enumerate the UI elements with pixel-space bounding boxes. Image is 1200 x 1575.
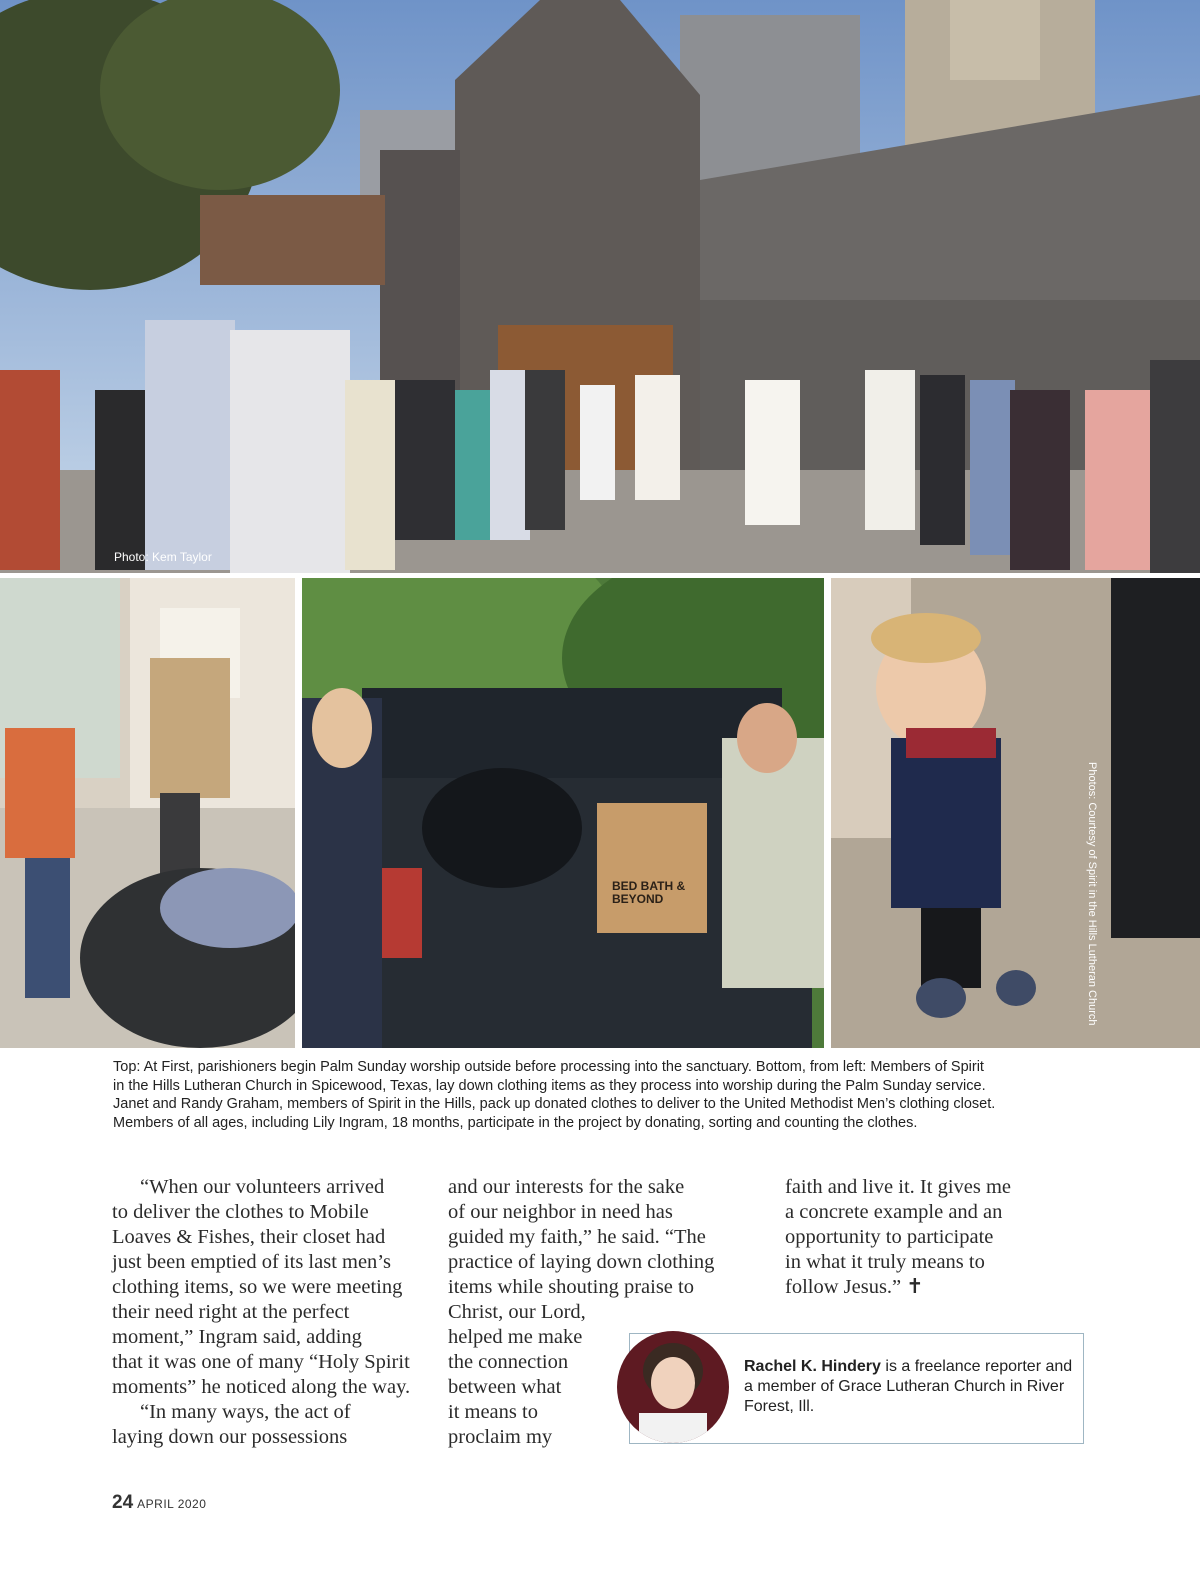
photo-child-donating bbox=[831, 578, 1200, 1048]
text-line: in what it truly means to bbox=[785, 1251, 985, 1273]
text-line: and our interests for the sake bbox=[448, 1176, 685, 1198]
text-line: practice of laying down clothing bbox=[448, 1251, 715, 1273]
caption-line: in the Hills Lutheran Church in Spicewood, Texas, lay down clothing items as they process into worship during the Palm Sunday service. bbox=[113, 1077, 986, 1094]
photo-clothing-procession bbox=[0, 578, 295, 1048]
photo-truck-loading bbox=[302, 578, 824, 1048]
caption-line: Janet and Randy Graham, members of Spirit in the Hills, pack up donated clothes to deliver to the United Methodist Men’s clothing closet. bbox=[113, 1096, 996, 1112]
author-avatar bbox=[617, 1331, 729, 1443]
page-footer bbox=[112, 1492, 206, 1514]
text-line: their need right at the perfect bbox=[112, 1301, 350, 1323]
text-line: moment,” Ingram said, adding bbox=[112, 1326, 362, 1348]
page-number: 24 bbox=[112, 1492, 134, 1513]
text-line: between what bbox=[448, 1376, 562, 1398]
author-bio bbox=[744, 1357, 1074, 1417]
side-photo-credit: Photos: Courtesy of Spirit in the Hills Lutheran Church bbox=[1086, 762, 1098, 1026]
text-line: opportunity to participate bbox=[785, 1226, 994, 1248]
text-line: clothing items, so we were meeting bbox=[112, 1276, 403, 1298]
author-bio-text: is a freelance reporter and a member of Grace Lutheran Church in River Forest, Ill. bbox=[744, 1358, 1073, 1415]
text-line: helped me make bbox=[448, 1326, 583, 1348]
caption-line: Members of all ages, including Lily Ingram, 18 months, participate in the project by donating, sorting and counting the clothes. bbox=[113, 1114, 918, 1131]
text-line: “In many ways, the act of bbox=[140, 1401, 351, 1423]
text-line: Loaves & Fishes, their closet had bbox=[112, 1226, 386, 1248]
author-name: Rachel K. Hindery bbox=[744, 1358, 881, 1375]
text-line: follow Jesus.” ✝ bbox=[785, 1276, 924, 1298]
text-line: moments” he noticed along the way. bbox=[112, 1376, 411, 1398]
photo-caption bbox=[113, 1058, 1078, 1132]
text-line: “When our volunteers arrived bbox=[140, 1176, 385, 1198]
bag-label: BED BATH & BEYOND bbox=[612, 879, 686, 906]
text-line: that it was one of many “Holy Spirit bbox=[112, 1351, 410, 1373]
text-line: to deliver the clothes to Mobile bbox=[112, 1201, 369, 1223]
article-column-3 bbox=[785, 1175, 1011, 1300]
text-line: laying down our possessions bbox=[112, 1426, 348, 1448]
text-line: the connection bbox=[448, 1351, 569, 1373]
top-photo-palm-sunday bbox=[0, 0, 1200, 573]
issue-date: APRIL 2020 bbox=[137, 1497, 207, 1511]
text-line: just been emptied of its last men’s bbox=[112, 1251, 391, 1273]
text-line: of our neighbor in need has bbox=[448, 1201, 673, 1223]
text-line: proclaim my bbox=[448, 1426, 553, 1448]
article-column-1 bbox=[112, 1175, 410, 1450]
text-line: it means to bbox=[448, 1401, 538, 1423]
text-line: items while shouting praise to bbox=[448, 1276, 694, 1298]
text-line: guided my faith,” he said. “The bbox=[448, 1226, 706, 1248]
text-line: faith and live it. It gives me bbox=[785, 1176, 1012, 1198]
caption-line: Top: At First, parishioners begin Palm Sunday worship outside before processing into the sanctuary. Bottom, from left: Members of Spirit bbox=[113, 1059, 984, 1075]
top-photo-credit: Photo: Kem Taylor bbox=[114, 550, 212, 564]
text-line: Christ, our Lord, bbox=[448, 1301, 586, 1323]
text-line: a concrete example and an bbox=[785, 1201, 1003, 1223]
